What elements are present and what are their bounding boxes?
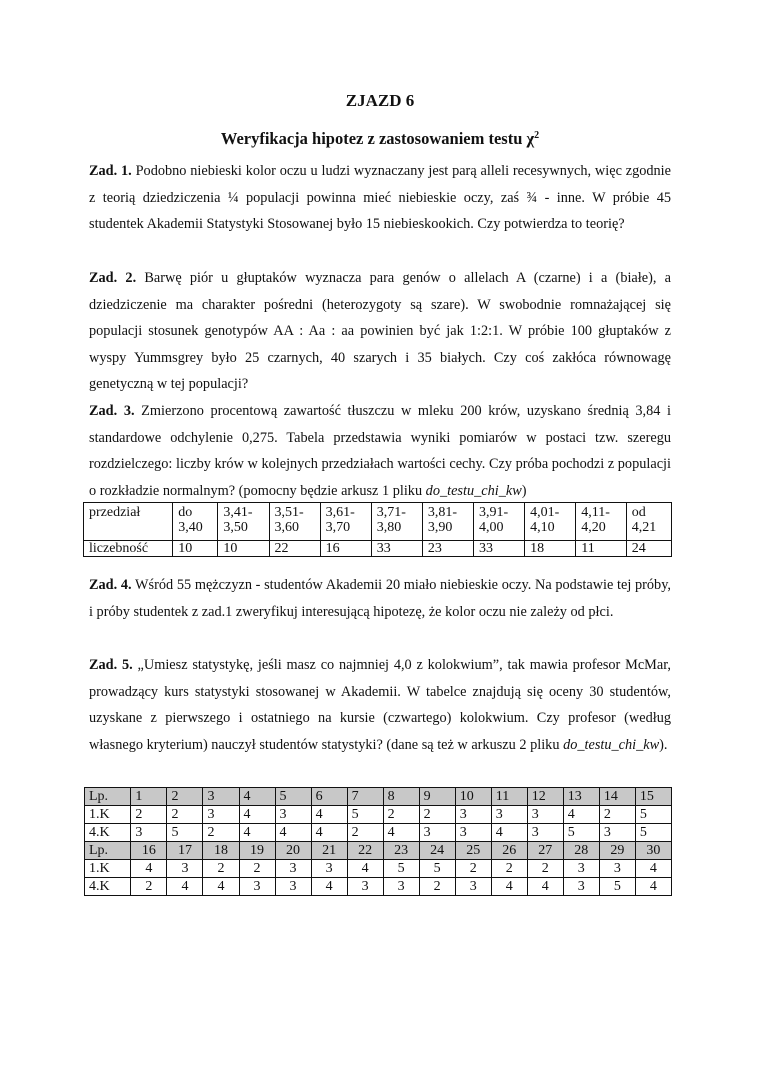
count-cell: 10: [173, 541, 218, 557]
interval-cell: 3,91- 4,00: [474, 503, 525, 541]
grade-cell: 5: [599, 878, 635, 896]
grade-cell: 2: [491, 860, 527, 878]
section-title: [0, 129, 760, 149]
lp-cell: 29: [599, 842, 635, 860]
grade-cell: 4: [131, 860, 167, 878]
row-label: 4.K: [85, 878, 131, 896]
page-heading: ZJAZD 6: [345, 91, 415, 110]
count-cell: 10: [218, 541, 269, 557]
task-5-filename: do_testu_chi_kw: [563, 736, 660, 753]
table-row: [85, 842, 672, 860]
grade-cell: 4: [563, 806, 599, 824]
lp-cell: 24: [419, 842, 455, 860]
lp-cell: 5: [275, 788, 311, 806]
lp-cell: 11: [491, 788, 527, 806]
grade-cell: 4: [491, 878, 527, 896]
lp-cell: 18: [203, 842, 239, 860]
grade-cell: 5: [635, 806, 671, 824]
count-cell: 22: [269, 541, 320, 557]
task-1: [89, 158, 671, 238]
table-row: [85, 860, 672, 878]
interval-row-label: przedział: [84, 503, 173, 541]
row-label: 1.K: [85, 806, 131, 824]
table-row: [85, 824, 672, 842]
grade-cell: 4: [527, 878, 563, 896]
grade-cell: 3: [455, 806, 491, 824]
grade-cell: 4: [635, 878, 671, 896]
section-title-superscript: 2: [534, 130, 540, 141]
task-2-label: Zad. 2.: [89, 270, 137, 286]
task-4: [89, 572, 671, 625]
grade-cell: 3: [131, 824, 167, 842]
task-5-text: „Umiesz statystykę, jeśli masz co najmniej 4,0 z kolokwium”, tak mawia profesor McMar, prowadzący kurs statystyki stosowanej w Akademii. W tabelce znajdują się oceny 30 studentów, uzyskane z pierwszego i ostatniego na kursie (czwartego) kolokwium. Czy profesor (według własnego kryterium) nauczył studentów statystyki? (dane są też w arkuszu 2 pliku: [89, 657, 671, 753]
grade-cell: 3: [599, 860, 635, 878]
grade-cell: 5: [167, 824, 203, 842]
table-row: [85, 806, 672, 824]
lp-cell: 6: [311, 788, 347, 806]
grade-cell: 4: [491, 824, 527, 842]
lp-cell: 22: [347, 842, 383, 860]
grade-cell: 5: [419, 860, 455, 878]
grade-cell: 3: [275, 860, 311, 878]
grade-cell: 3: [599, 824, 635, 842]
task-5-label: Zad. 5.: [89, 657, 133, 673]
lp-cell: 26: [491, 842, 527, 860]
lp-cell: 15: [635, 788, 671, 806]
grade-cell: 3: [167, 860, 203, 878]
lp-cell: 16: [131, 842, 167, 860]
grade-cell: 4: [635, 860, 671, 878]
grade-cell: 5: [563, 824, 599, 842]
grade-cell: 5: [383, 860, 419, 878]
lp-cell: 13: [563, 788, 599, 806]
grade-cell: 2: [383, 806, 419, 824]
grade-cell: 3: [347, 878, 383, 896]
grade-cell: 5: [347, 806, 383, 824]
task-5: [89, 652, 671, 758]
grade-cell: 2: [419, 806, 455, 824]
lp-cell: 19: [239, 842, 275, 860]
count-cell: 33: [474, 541, 525, 557]
grade-cell: 3: [275, 878, 311, 896]
grade-cell: 3: [203, 806, 239, 824]
task-4-text: Wśród 55 mężczyzn - studentów Akademii 20 miało niebieskie oczy. Na podstawie tej próby, i próby studentek z zad.1 zweryfikuj interesującą hipotezę, że kolor oczu nie zależy od płci.: [89, 577, 671, 620]
interval-cell: 3,61- 3,70: [320, 503, 371, 541]
lp-cell: 2: [167, 788, 203, 806]
task-3-end: ): [521, 482, 527, 499]
lp-cell: 3: [203, 788, 239, 806]
lp-cell: 14: [599, 788, 635, 806]
grade-cell: 2: [419, 878, 455, 896]
task-5-end: ).: [659, 736, 668, 753]
grade-cell: 4: [347, 860, 383, 878]
grade-cell: 3: [275, 806, 311, 824]
lp-cell: 23: [383, 842, 419, 860]
task-3-filename: do_testu_chi_kw: [425, 482, 522, 499]
row-label: Lp.: [85, 788, 131, 806]
grade-cell: 2: [131, 878, 167, 896]
row-label: 4.K: [85, 824, 131, 842]
grade-cell: 2: [527, 860, 563, 878]
count-cell: 24: [626, 541, 671, 557]
task-3-label: Zad. 3.: [89, 403, 135, 419]
interval-cell: 3,51- 3,60: [269, 503, 320, 541]
grade-cell: 4: [311, 878, 347, 896]
lp-cell: 25: [455, 842, 491, 860]
count-row-label: liczebność: [84, 541, 173, 557]
table-row: [85, 878, 672, 896]
row-label: 1.K: [85, 860, 131, 878]
grade-cell: 3: [527, 806, 563, 824]
row-label: Lp.: [85, 842, 131, 860]
grade-cell: 2: [131, 806, 167, 824]
grade-cell: 2: [599, 806, 635, 824]
interval-cell: 3,71- 3,80: [371, 503, 422, 541]
lp-cell: 17: [167, 842, 203, 860]
grade-cell: 4: [239, 806, 275, 824]
grade-cell: 3: [311, 860, 347, 878]
lp-cell: 30: [635, 842, 671, 860]
lp-cell: 7: [347, 788, 383, 806]
lp-cell: 4: [239, 788, 275, 806]
grade-cell: 2: [203, 860, 239, 878]
table-row: [85, 788, 672, 806]
lp-cell: 1: [131, 788, 167, 806]
count-cell: 18: [525, 541, 576, 557]
grade-cell: 3: [563, 878, 599, 896]
task-4-label: Zad. 4.: [89, 577, 132, 593]
grade-cell: 4: [239, 824, 275, 842]
grade-cell: 4: [203, 878, 239, 896]
grades-table: [84, 787, 672, 896]
grade-cell: 2: [455, 860, 491, 878]
grade-cell: 3: [239, 878, 275, 896]
lp-cell: 20: [275, 842, 311, 860]
count-cell: 16: [320, 541, 371, 557]
lp-cell: 27: [527, 842, 563, 860]
grade-cell: 3: [383, 878, 419, 896]
grade-cell: 4: [275, 824, 311, 842]
frequency-table: [83, 502, 672, 557]
count-cell: 33: [371, 541, 422, 557]
lp-cell: 21: [311, 842, 347, 860]
grade-cell: 2: [203, 824, 239, 842]
grade-cell: 3: [455, 878, 491, 896]
interval-cell: 3,81- 3,90: [422, 503, 473, 541]
lp-cell: 8: [383, 788, 419, 806]
grade-cell: 4: [167, 878, 203, 896]
task-2-text: Barwę piór u głuptaków wyznacza para genów o allelach A (czarne) i a (białe), a dziedziczenie ma charakter pośredni (heterozygoty są szare). W swobodnie romnażającej się populacji stosunek genotypów AA : Aa : aa powinien być jak 1:2:1. W próbie 100 głuptaków z wyspy Yummsgrey było 25 czarnych, 40 szarych i 35 białych. Czy coś zakłóca równowagę genetyczną w tej populacji?: [89, 270, 671, 393]
grade-cell: 3: [527, 824, 563, 842]
grade-cell: 2: [347, 824, 383, 842]
grade-cell: 3: [419, 824, 455, 842]
grade-cell: 4: [383, 824, 419, 842]
interval-cell: 4,11- 4,20: [576, 503, 626, 541]
interval-cell: 3,41- 3,50: [218, 503, 269, 541]
task-2: [89, 265, 671, 398]
count-cell: 11: [576, 541, 626, 557]
task-1-text: Podobno niebieski kolor oczu u ludzi wyznaczany jest parą alleli recesywnych, więc zgodnie z teorią dziedziczenia ¼ populacji powinna mieć niebieskie oczy, zaś ¾ - inne. W próbie 45 studentek Akademii Statystyki Stosowanej było 15 niebieskookich. Czy potwierdza to teorię?: [89, 163, 671, 233]
grade-cell: 4: [311, 824, 347, 842]
lp-cell: 28: [563, 842, 599, 860]
task-1-label: Zad. 1.: [89, 163, 132, 179]
grade-cell: 2: [239, 860, 275, 878]
count-cell: 23: [422, 541, 473, 557]
grade-cell: 3: [491, 806, 527, 824]
grade-cell: 5: [635, 824, 671, 842]
grade-cell: 3: [455, 824, 491, 842]
grade-cell: 2: [167, 806, 203, 824]
task-3-text: Zmierzono procentową zawartość tłuszczu w mleku 200 krów, uzyskano średnią 3,84 i standardowe odchylenie 0,275. Tabela przedstawia wyniki pomiarów w postaci tzw. szeregu rozdzielczego: liczby krów w kolejnych przedziałach wartości cechy. Czy próba pochodzi z populacji o rozkładzie normalnym? (pomocny będzie arkusz 1 pliku: [89, 403, 671, 499]
interval-cell: od 4,21: [626, 503, 671, 541]
task-3: [89, 398, 671, 504]
grade-cell: 4: [311, 806, 347, 824]
lp-cell: 12: [527, 788, 563, 806]
grade-cell: 3: [563, 860, 599, 878]
lp-cell: 9: [419, 788, 455, 806]
section-title-text: Weryfikacja hipotez z zastosowaniem testu χ: [220, 129, 535, 148]
lp-cell: 10: [455, 788, 491, 806]
interval-cell: 4,01- 4,10: [525, 503, 576, 541]
interval-cell: do 3,40: [173, 503, 218, 541]
